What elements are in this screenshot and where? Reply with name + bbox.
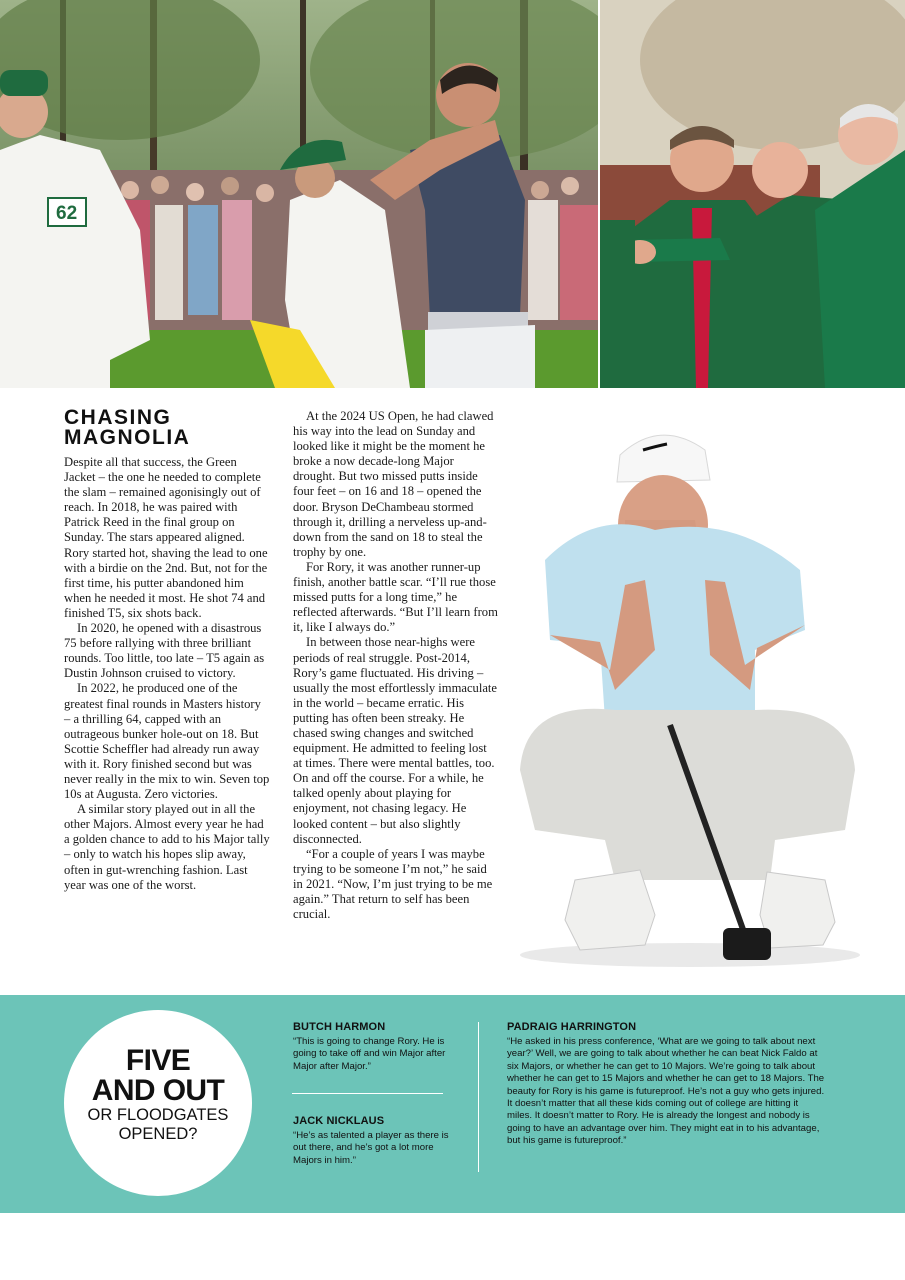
paragraph: At the 2024 US Open, he had clawed his way into the lead on Sunday and looked like it might be the moment he broke a now decade-long Major drought. But two missed putts inside four feet – on 16 and 18 – opened the door. Bryson DeChambeau stormed through it, drilling a nerveless up-and-down from the sand on 18 to steal the trophy by one.: [293, 409, 494, 559]
body-column-2: [293, 409, 498, 922]
photo-celebration: [0, 0, 598, 388]
paragraph: In 2020, he opened with a disastrous 75 before rallying with three brilliant rounds. Too little, too late – T5 again as Dustin Johnson cruised to victory.: [64, 621, 265, 681]
ceremony-illustration: [600, 0, 905, 388]
headline-line-1: CHASING: [64, 406, 172, 429]
quote-name-harmon: BUTCH HARMON: [293, 1021, 386, 1033]
article-headline: [64, 408, 190, 448]
caddie-badge-number: 62: [56, 203, 78, 224]
rory-crouching-illustration: [505, 410, 875, 970]
column-divider: [478, 1022, 479, 1172]
circle-subtitle-line-2: OPENED?: [118, 1125, 198, 1143]
quote-name-harrington: PADRAIG HARRINGTON: [507, 1021, 637, 1033]
headline-line-2: MAGNOLIA: [64, 426, 191, 449]
quote-divider: [292, 1093, 443, 1094]
quote-name-nicklaus: JACK NICKLAUS: [293, 1115, 385, 1127]
quote-text-nicklaus: “He’s as talented a player as there is out there, and he’s got a lot more Majors in him.”: [293, 1130, 449, 1166]
paragraph: In 2022, he produced one of the greatest final rounds in Masters history – a thrilling 64, capped with an outrageous bunker hole-out on 18. But Scottie Scheffler had already run away with it. Rory finished second but was never really in the mix to win. Seven top 10s at Augusta. Zero victories.: [64, 681, 270, 802]
paragraph: In between those near-highs were periods of real struggle. Post-2014, Rory’s game fluctuated. His driving – usually the most effortlessly immaculate in the world – became erratic. His putting has often been streaky. He chased swing changes and switched equipment. He admitted to feeling lost at times. There were mental battles, too. On and off the course. For a while, he talked openly about playing for enjoyment, not chasing legacy. He looked content – but also slightly disconnected.: [293, 635, 498, 846]
paragraph: “For a couple of years I was maybe trying to be someone I’m not,” he said in 2021. “Now, I’m just trying to be me again.” That return to self has been crucial.: [293, 846, 493, 922]
paragraph: A similar story played out in all the other Majors. Almost every year he had a golden chance to add to his Major tally – only to watch his hopes slip away, often in gut-wrenching fashion. Last year was one of the worst.: [64, 802, 270, 892]
circle-title-line-2: AND OUT: [91, 1074, 225, 1107]
quote-text-harrington: “He asked in his press conference, ‘What are we going to talk about next year?’ Well, we are going to talk about whether he can beat Nick Faldo at six Majors, or whether he can get to 10 Majors. We’re going to talk about whether he can get to 15 Majors and whether he can get to 18 Majors. The beauty for Rory is his game is futureproof. He’s not a guy who gets injured. It doesn’t matter that all these kids coming out of college are hitting it miles. It doesn’t matter to Rory. He is already the longest and nobody is going to have an advantage over him. They might eat in to his advantage, but his game is futureproof.”: [507, 1036, 825, 1147]
body-column-1: [64, 455, 270, 893]
photo-rory-crouching: [505, 410, 875, 970]
five-and-out-circle: [64, 1010, 252, 1196]
circle-subtitle-line-1: OR FLOODGATES: [87, 1106, 229, 1124]
quote-text-harmon: “This is going to change Rory. He is going to take off and win Major after Major after Major.”: [293, 1036, 446, 1072]
paragraph: Despite all that success, the Green Jacket – the one he needed to complete the slam – remained agonisingly out of reach. In 2018, he was paired with Patrick Reed in the final group on Sunday. The stars appeared aligned. Rory started hot, shaving the lead to one with a birdie on the 2nd. But, not for the first time, his putter abandoned him when he needed it most. He shot 74 and finished T5, six shots back.: [64, 455, 268, 620]
celebration-illustration: [0, 0, 598, 388]
paragraph: For Rory, it was another runner-up finish, another battle scar. “I’ll rue those missed putts for a long time,” he reflected afterwards. “But I’ll learn from it, like I always do.”: [293, 559, 498, 635]
photo-green-jacket-ceremony: [600, 0, 905, 388]
circle-title-line-1: FIVE: [125, 1044, 191, 1077]
